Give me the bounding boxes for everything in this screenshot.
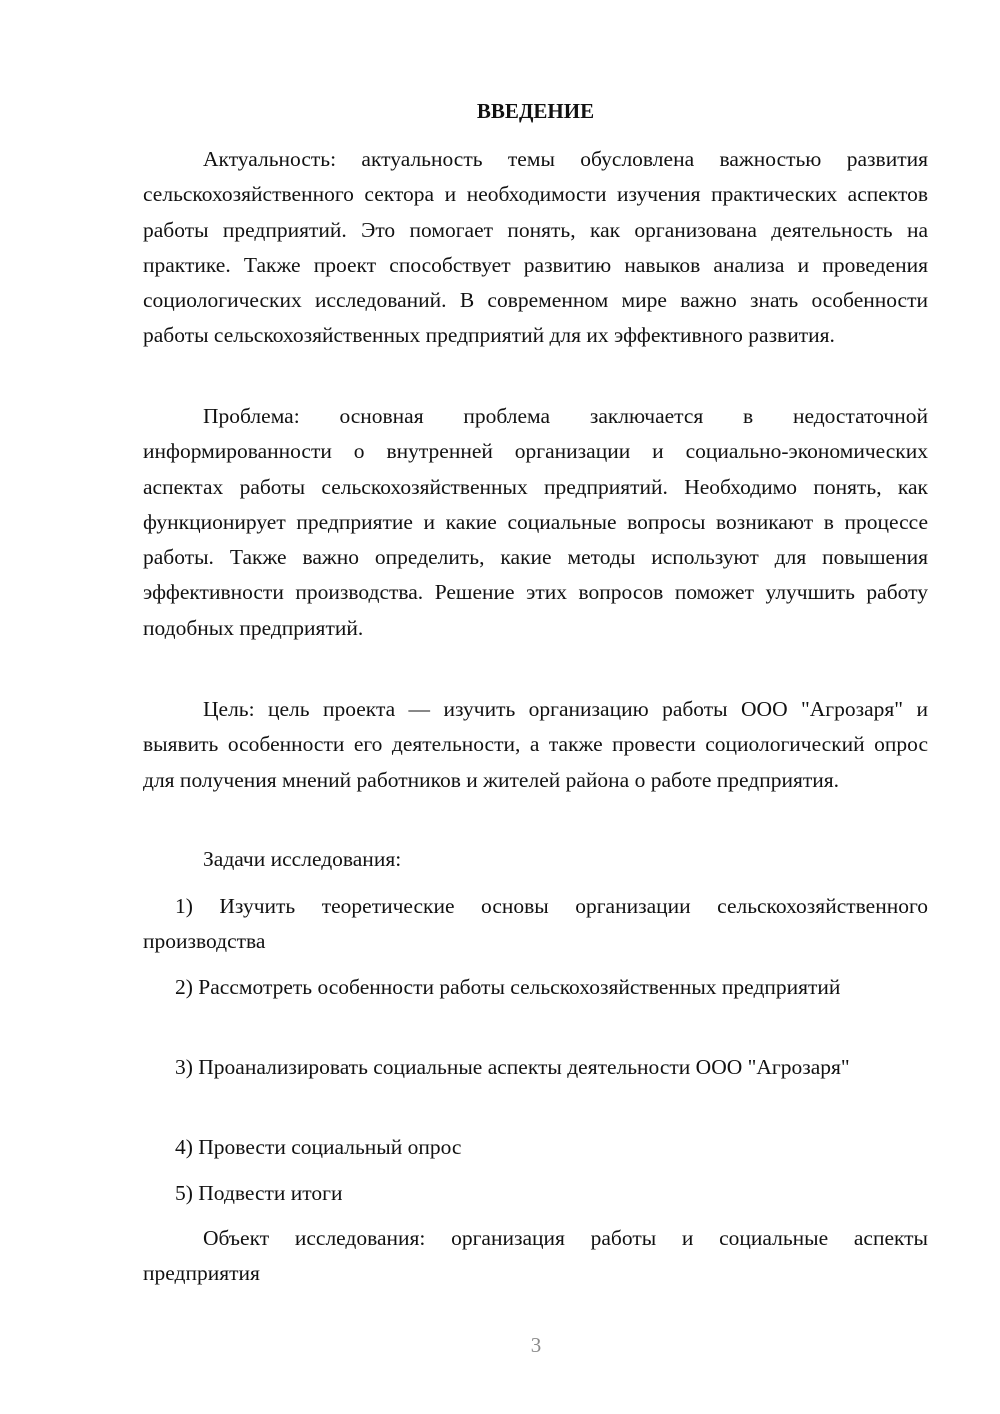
task-item: 4) Провести социальный опрос <box>175 1135 462 1159</box>
paragraph-goal: Цель: цель проекта — изучить организацию работы ООО "Агрозаря" и выявить особенности его деятельности, а также провести социологический опрос для получения мнений работников и жителей района о работе предприятия. <box>143 697 928 792</box>
paragraph-object: Объект исследования: организация работы и социальные аспекты предприятия <box>143 1226 928 1286</box>
page-number: 3 <box>530 1333 542 1357</box>
paragraph-problem: Проблема: основная проблема заключается в недостаточной информированности о внутренней организации и социально-экономических аспектах работы сельскохозяйственных предприятий. Необходимо понять, как функционирует предприятие и какие социальные вопросы возникают в процессе работы. Также важно определить, какие методы используют для повышения эффективности производства. Решение этих вопросов поможет улучшить работу подобных предприятий. <box>143 404 928 640</box>
task-item: 1) Изучить теоретические основы организации сельскохозяйственного производства <box>143 894 928 954</box>
page-title: ВВЕДЕНИЕ <box>476 99 595 123</box>
paragraph-relevance: Актуальность: актуальность темы обусловлена важностью развития сельскохозяйственного сектора и необходимости изучения практических аспектов работы предприятий. Это помогает понять, как организована деятельность на практике. Также проект способствует развитию навыков анализа и проведения социологических исследований. В современном мире важно знать особенности работы сельскохозяйственных предприятий для их эффективного развития. <box>143 147 928 348</box>
tasks-heading: Задачи исследования: <box>203 847 402 871</box>
task-item: 5) Подвести итоги <box>175 1181 343 1205</box>
task-item: 2) Рассмотреть особенности работы сельскохозяйственных предприятий <box>175 975 841 999</box>
task-item: 3) Проанализировать социальные аспекты деятельности ООО "Агрозаря" <box>175 1055 850 1079</box>
